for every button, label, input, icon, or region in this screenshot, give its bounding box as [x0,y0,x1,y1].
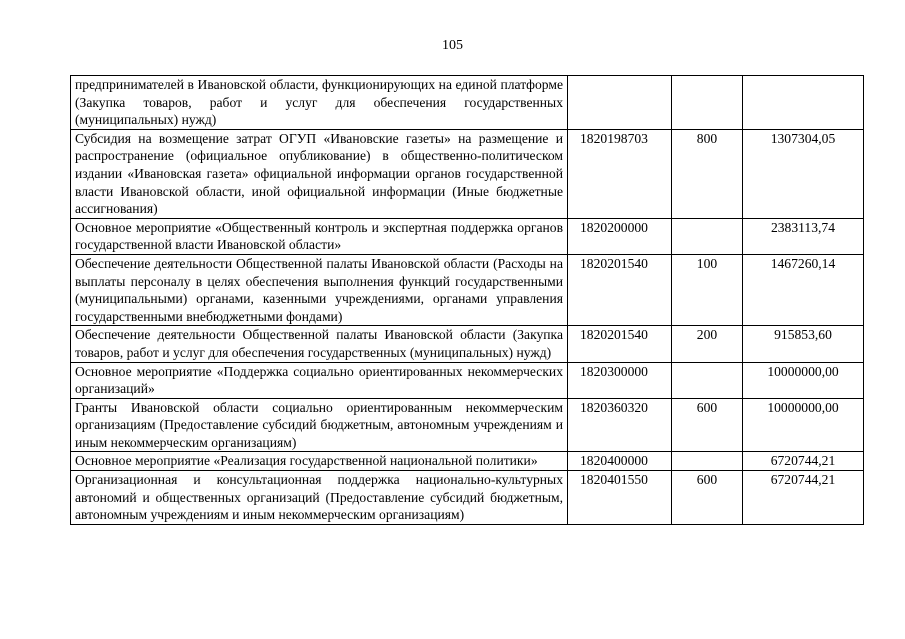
budget-table [70,75,864,525]
expense-name-cell: Обеспечение деятельности Общественной палаты Ивановской области (Расходы на выплаты персоналу в целях обеспечения выполнения функций государственными (муниципальными) органами, казенными учреждениями, органами управления государственными внебюджетными фондами) [71,254,568,325]
expense-name-cell: Основное мероприятие «Реализация государственной национальной политики» [71,452,568,471]
amount-cell: 2383113,74 [743,218,864,254]
table-row [71,218,864,254]
amount-cell: 6720744,21 [743,452,864,471]
table-row [71,76,864,130]
expense-name-cell: Основное мероприятие «Общественный контроль и экспертная поддержка органов государственной власти Ивановской области» [71,218,568,254]
expense-name-cell: Основное мероприятие «Поддержка социально ориентированных некоммерческих организаций» [71,362,568,398]
expense-type-cell [672,76,743,130]
amount-cell: 6720744,21 [743,471,864,525]
table-row [71,471,864,525]
expense-name-cell: предпринимателей в Ивановской области, функционирующих на единой платформе (Закупка товаров, работ и услуг для обеспечения государственных (муниципальных) нужд) [71,76,568,130]
table-row [71,362,864,398]
expense-type-cell: 600 [672,398,743,452]
table-row [71,326,864,362]
expense-type-cell: 800 [672,129,743,218]
target-code-cell [568,76,672,130]
page-number: 105 [442,38,463,53]
expense-type-cell [672,452,743,471]
amount-cell: 10000000,00 [743,398,864,452]
target-code-cell: 1820401550 [568,471,672,525]
expense-type-cell [672,362,743,398]
amount-cell: 1307304,05 [743,129,864,218]
target-code-cell: 1820300000 [568,362,672,398]
target-code-cell: 1820201540 [568,254,672,325]
target-code-cell: 1820360320 [568,398,672,452]
table-row [71,398,864,452]
expense-name-cell: Субсидия на возмещение затрат ОГУП «Ивановские газеты» на размещение и распространение (официальное опубликование) в общественно-политическом издании «Ивановская газета» официальной информации органов государственной власти Ивановской области, иной официальной информации (Иные бюджетные ассигнования) [71,129,568,218]
expense-type-cell: 600 [672,471,743,525]
target-code-cell: 1820198703 [568,129,672,218]
expense-name-cell: Гранты Ивановской области социально ориентированным некоммерческим организациям (Предоставление субсидий бюджетным, автономным учреждениям и иным некоммерческим организациям) [71,398,568,452]
target-code-cell: 1820200000 [568,218,672,254]
target-code-cell: 1820400000 [568,452,672,471]
amount-cell: 1467260,14 [743,254,864,325]
expense-type-cell: 200 [672,326,743,362]
expense-type-cell [672,218,743,254]
target-code-cell: 1820201540 [568,326,672,362]
expense-type-cell: 100 [672,254,743,325]
table-row [71,129,864,218]
amount-cell: 10000000,00 [743,362,864,398]
expense-name-cell: Обеспечение деятельности Общественной палаты Ивановской области (Закупка товаров, работ и услуг для обеспечения государственных (муниципальных) нужд) [71,326,568,362]
table-row [71,452,864,471]
amount-cell [743,76,864,130]
expense-name-cell: Организационная и консультационная поддержка национально-культурных автономий и общественных организаций (Предоставление субсидий бюджетным, автономным учреждениям и иным некоммерческим организациям) [71,471,568,525]
table-row [71,254,864,325]
amount-cell: 915853,60 [743,326,864,362]
